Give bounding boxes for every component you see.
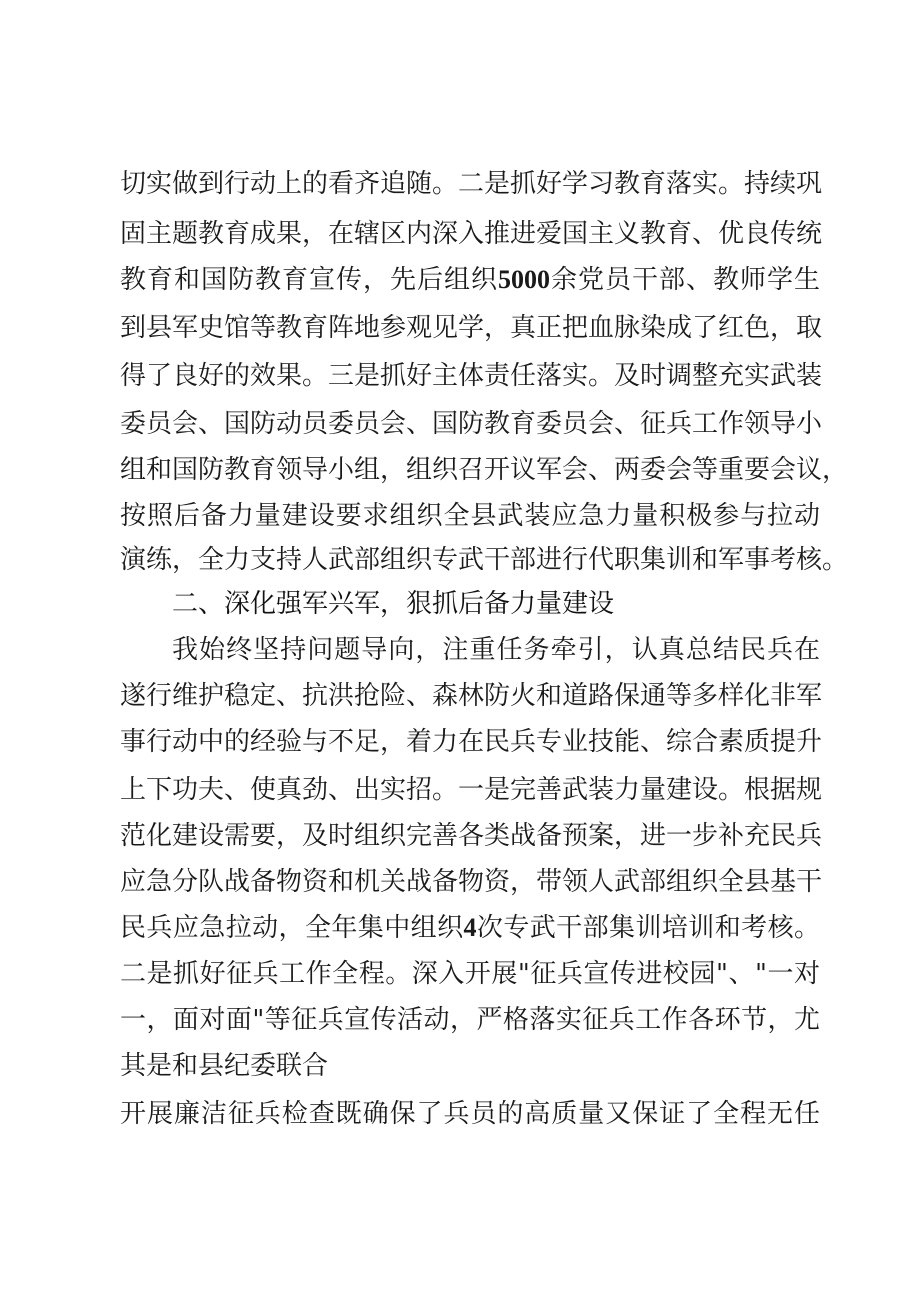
- text-segment: 余党员干部、教师学生: [549, 265, 820, 295]
- text-segment: 次专武干部集训培训和考核。: [476, 913, 820, 943]
- paragraph-line: 上下功夫、使真劲、出实招。一是完善武装力量建设。根据规: [120, 775, 823, 805]
- paragraph-line: 二是抓好征兵工作全程。深入开展"征兵宣传进校园"、"一对: [120, 959, 820, 989]
- paragraph-line: 固主题教育成果，在辖区内深入推进爱国主义教育、优良传统: [120, 219, 823, 249]
- paragraph-line: 范化建设需要，及时组织完善各类战备预案，进一步补充民兵: [120, 821, 823, 851]
- text-segment: 教育和国防教育宣传，先后组织: [120, 265, 498, 295]
- paragraph-line: 一，面对面"等征兵宣传活动，严格落实征兵工作各环节，尤: [120, 1005, 820, 1035]
- paragraph-line: 到县军史馆等教育阵地参观见学，真正把血脉染成了红色，取: [120, 313, 823, 343]
- paragraph-line: 切实做到行动上的看齐追随。二是抓好学习教育落实。持续巩: [120, 169, 823, 199]
- paragraph-line: 组和国防教育领导小组，组织召开议军会、两委会等重要会议，: [120, 455, 849, 485]
- paragraph-line: [120, 906, 820, 950]
- paragraph-line: 我始终坚持问题导向，注重任务牵引，认真总结民兵在: [172, 635, 820, 665]
- paragraph-line: [120, 258, 820, 302]
- paragraph-line: 开展廉洁征兵检查既确保了兵员的高质量又保证了全程无任: [120, 1099, 820, 1129]
- number-value: 4: [463, 913, 477, 942]
- paragraph-line: 其是和县纪委联合: [120, 1051, 329, 1081]
- paragraph-line: 应急分队战备物资和机关战备物资，带领人武部组织全县基干: [120, 867, 823, 897]
- paragraph-line: 委员会、国防动员委员会、国防教育委员会、征兵工作领导小: [120, 409, 823, 439]
- text-segment: 民兵应急拉动，全年集中组织: [120, 913, 464, 943]
- number-value: 5000: [497, 265, 550, 294]
- paragraph-line: 事行动中的经验与不足，着力在民兵专业技能、综合素质提升: [120, 727, 823, 757]
- paragraph-line: 遂行维护稳定、抗洪抢险、森林防火和道路保通等多样化非军: [120, 681, 823, 711]
- paragraph-line: 按照后备力量建设要求组织全县武装应急力量积极参与拉动: [120, 501, 820, 531]
- paragraph-line: 演练，全力支持人武部组织专武干部进行代职集训和军事考核。: [120, 545, 849, 575]
- section-heading: 二、深化强军兴军，狠抓后备力量建设: [172, 589, 615, 619]
- paragraph-line: 得了良好的效果。三是抓好主体责任落实。及时调整充实武装: [120, 361, 823, 391]
